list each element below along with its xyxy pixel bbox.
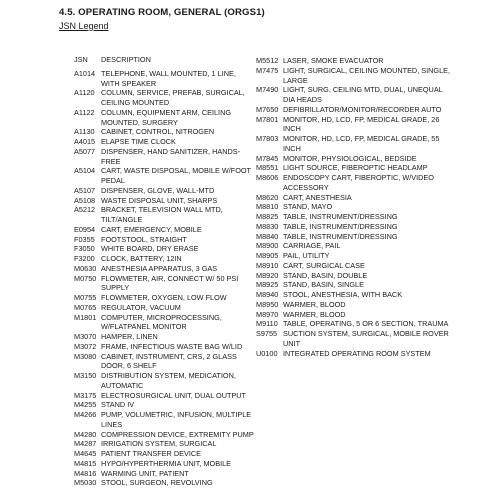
jsn-code: M8900 [256, 241, 279, 251]
table-header [74, 55, 254, 65]
jsn-code: M7801 [256, 114, 279, 124]
item-description: STAND IV [101, 400, 135, 410]
legend-row [74, 127, 254, 137]
item-description: DEFIBRILLATOR/MONITOR/RECORDER AUTO [283, 104, 442, 114]
item-description: LIGHT, SURG, CEILING MTD, DUAL, UNEQUAL DIA HEADS [283, 85, 443, 104]
item-description: COLUMN, SERVICE, PREFAB, SURGICAL, CEILING MOUNTED [101, 88, 245, 107]
jsn-code: M4255 [74, 400, 97, 410]
legend-row [74, 469, 254, 479]
legend-row [256, 105, 456, 115]
legend-row [74, 225, 254, 235]
jsn-code: M7475 [256, 65, 279, 75]
legend-row [74, 88, 254, 108]
item-description: WARMER, BLOOD [283, 309, 346, 319]
legend-row [256, 271, 456, 281]
legend-row [74, 430, 254, 440]
item-description: STAND, BASIN, DOUBLE [283, 270, 368, 280]
item-description: DISPENSER, GLOVE, WALL-MTD [101, 185, 215, 195]
item-description: BRACKET, TELEVISION WALL MTD, TILT/ANGLE [101, 205, 223, 224]
legend-row [256, 251, 456, 261]
legend-row [256, 329, 456, 349]
jsn-code: M8840 [256, 231, 279, 241]
legend-row [256, 349, 456, 359]
jsn-code: S9755 [256, 329, 278, 338]
legend-row [74, 166, 254, 186]
legend-row [74, 69, 254, 89]
item-description: CARRIAGE, PAIL [283, 241, 341, 251]
legend-row [256, 222, 456, 232]
item-description: CABINET, INSTRUMENT, CRS, 2 GLASS DOOR, 6 SHELF [101, 351, 237, 371]
legend-row [256, 56, 456, 66]
jsn-code: M8910 [256, 260, 279, 270]
jsn-code: A5107 [74, 185, 96, 195]
item-description: COLUMN, EQUIPMENT ARM, CEILING MOUNTED, SURGERY [101, 107, 232, 127]
legend-row [256, 173, 456, 193]
jsn-code: A1120 [74, 88, 95, 98]
legend-row [74, 391, 254, 401]
jsn-code: M4287 [74, 439, 97, 449]
item-description: LIGHT SOURCE, FIBEROPTIC HEADLAMP [283, 163, 428, 173]
jsn-code: M3072 [74, 341, 97, 351]
legend-row [74, 196, 254, 206]
legend-row [74, 235, 254, 245]
legend-row [256, 163, 456, 173]
jsn-code: M4266 [74, 410, 97, 419]
jsn-code: M8905 [256, 251, 279, 260]
item-description: MONITOR, PHYSIOLOGICAL, BEDSIDE [283, 153, 417, 163]
legend-row [256, 319, 456, 329]
jsn-code: F3200 [74, 254, 95, 263]
jsn-code: E0954 [74, 224, 96, 234]
legend-row [256, 115, 456, 135]
jsn-code: M8810 [256, 202, 279, 212]
item-description: FLOWMETER, AIR, CONNECT W/ 50 PSI SUPPLY [101, 273, 239, 293]
legend-row [74, 137, 254, 147]
item-description: LASER, SMOKE EVACUATOR [283, 56, 384, 65]
legend-row [74, 332, 254, 342]
jsn-code: A5108 [74, 195, 96, 205]
item-description: HAMPER, LINEN [101, 332, 158, 341]
legend-row [256, 212, 456, 222]
jsn-code: M8920 [256, 270, 279, 280]
jsn-code: M5512 [256, 56, 279, 65]
jsn-code: M3080 [74, 351, 97, 361]
legend-row [74, 371, 254, 391]
legend-row [256, 134, 456, 154]
item-description: REGULATOR, VACUUM [101, 302, 181, 312]
jsn-code: M7803 [256, 134, 279, 143]
legend-list-left [74, 69, 254, 488]
item-description: ENDOSCOPY CART, FIBEROPTIC, W/VIDEO ACCESSORY [283, 173, 434, 192]
legend-row [74, 186, 254, 196]
jsn-code: M7490 [256, 85, 279, 95]
jsn-code: A5077 [74, 146, 96, 156]
jsn-code: M8830 [256, 221, 279, 231]
item-description: CART, SURGICAL CASE [283, 260, 365, 270]
legend-row [256, 193, 456, 203]
item-description: STAND, BASIN, SINGLE [283, 280, 364, 290]
item-description: ELECTROSURGICAL UNIT, DUAL OUTPUT [101, 390, 247, 400]
item-description: PUMP, VOLUMETRIC, INFUSION, MULTIPLE LINES [101, 410, 252, 429]
item-description: COMPUTER, MICROPROCESSING, W/FLATPANEL MONITOR [101, 312, 222, 332]
jsn-code: A1130 [74, 127, 95, 137]
legend-row [256, 280, 456, 290]
jsn-code: M4645 [74, 449, 97, 458]
section-title: 4.5. OPERATING ROOM, GENERAL (ORGS1) [59, 7, 265, 18]
legend-row [74, 313, 254, 333]
item-description: INTEGRATED OPERATING ROOM SYSTEM [283, 348, 431, 358]
item-description: WHITE BOARD, DRY ERASE [101, 244, 199, 254]
item-description: IRRIGATION SYSTEM, SURGICAL [101, 439, 217, 449]
jsn-code: M1801 [74, 312, 97, 322]
jsn-code: M8950 [256, 299, 279, 309]
item-description: CABINET, CONTROL, NITROGEN [101, 127, 215, 137]
legend-row [74, 303, 254, 313]
item-description: STAND, MAYO [283, 202, 333, 212]
legend-row [74, 254, 254, 264]
legend-row [74, 108, 254, 128]
item-description: WARMER, BLOOD [283, 299, 346, 309]
legend-row [74, 352, 254, 372]
item-description: ANESTHESIA APPARATUS, 3 GAS [101, 263, 218, 273]
legend-row [74, 244, 254, 254]
item-description: PATIENT TRANSFER DEVICE [101, 449, 202, 458]
jsn-code: M8940 [256, 290, 279, 299]
legend-row [74, 400, 254, 410]
jsn-code: M0630 [74, 263, 97, 273]
jsn-code: M7650 [256, 104, 279, 114]
item-description: FOOTSTOOL, STRAIGHT [101, 234, 187, 244]
legend-row [256, 310, 456, 320]
item-description: ELAPSE TIME CLOCK [101, 137, 176, 146]
item-description: WARMING UNIT, PATIENT [101, 468, 189, 478]
legend-row [256, 66, 456, 86]
jsn-code: M8825 [256, 212, 279, 221]
item-description: FRAME, INFECTIOUS WASTE BAG W/LID [101, 341, 243, 351]
jsn-code: M8970 [256, 309, 279, 319]
item-description: DISTRIBUTION SYSTEM, MEDICATION, AUTOMATIC [101, 371, 236, 390]
legend-row [74, 274, 254, 294]
legend-row [256, 154, 456, 164]
jsn-code: A1122 [74, 107, 95, 117]
jsn-code: M8925 [256, 280, 279, 290]
jsn-code: M3175 [74, 390, 97, 400]
jsn-code: U0100 [256, 348, 278, 358]
legend-row [74, 449, 254, 459]
item-description: CART, WASTE DISPOSAL, MOBILE W/FOOT PEDAL [101, 166, 251, 185]
legend-column-left [74, 56, 254, 488]
legend-row [74, 293, 254, 303]
jsn-code: M9110 [256, 319, 278, 329]
legend-row [74, 459, 254, 469]
jsn-code: M0750 [74, 273, 97, 283]
item-description: MONITOR, HD, LCD, FP, MEDICAL GRADE, 26 INCH [283, 114, 440, 134]
item-description: TABLE, INSTRUMENT/DRESSING [283, 231, 398, 241]
item-description: FLOWMETER, OXYGEN, LOW FLOW [101, 293, 227, 302]
jsn-code: M8620 [256, 192, 279, 202]
item-description: PAIL, UTILITY [283, 251, 330, 260]
legend-row [256, 261, 456, 271]
item-description: MONITOR, HD, LCD, FP, MEDICAL GRADE, 55 INCH [283, 134, 440, 153]
legend-row [74, 264, 254, 274]
jsn-code: M8551 [256, 163, 279, 173]
item-description: CLOCK, BATTERY, 12IN [101, 254, 182, 263]
legend-row [74, 147, 254, 167]
header-description: DESCRIPTION [101, 55, 151, 64]
jsn-code: A4015 [74, 137, 96, 146]
jsn-code: M8606 [256, 173, 279, 182]
item-description: COMPRESSION DEVICE, EXTREMITY PUMP [101, 429, 254, 439]
jsn-code: M4816 [74, 468, 97, 478]
legend-row [74, 439, 254, 449]
jsn-code: A1014 [74, 68, 96, 78]
legend-row [74, 205, 254, 225]
header-jsn: JSN [74, 55, 88, 64]
item-description: HYPO/HYPERTHERMIA UNIT, MOBILE [101, 458, 232, 468]
jsn-code: M4815 [74, 458, 97, 468]
legend-row [74, 410, 254, 430]
item-description: TABLE, OPERATING, 5 OR 6 SECTION, TRAUMA [283, 319, 449, 329]
jsn-code: F3050 [74, 244, 95, 254]
jsn-code: M0755 [74, 293, 97, 302]
legend-row [256, 241, 456, 251]
legend-row [256, 300, 456, 310]
legend-row [256, 232, 456, 242]
item-description: TABLE, INSTRUMENT/DRESSING [283, 212, 398, 221]
item-description: WASTE DISPOSAL UNIT, SHARPS [101, 195, 218, 205]
item-description: TABLE, INSTRUMENT/DRESSING [283, 221, 398, 231]
legend-row [74, 342, 254, 352]
item-description: CART, ANESTHESIA [283, 192, 352, 202]
item-description: CART, EMERGENCY, MOBILE [101, 224, 202, 234]
legend-column-right [256, 56, 456, 358]
jsn-code: M5030 [74, 478, 97, 488]
jsn-code: M0765 [74, 302, 97, 312]
legend-list-right [256, 56, 456, 358]
legend-row [74, 478, 254, 488]
item-description: TELEPHONE, WALL MOUNTED, 1 LINE, WITH SPEAKER [101, 68, 236, 88]
jsn-code: F0355 [74, 234, 95, 244]
item-description: SUCTION SYSTEM, SURGICAL, MOBILE ROVER UNIT [283, 329, 449, 348]
item-description: STOOL, ANESTHESIA, WITH BACK [283, 290, 403, 299]
legend-row [256, 202, 456, 212]
jsn-code: A5104 [74, 166, 96, 176]
jsn-code: M7845 [256, 153, 279, 163]
legend-title: JSN Legend [59, 21, 109, 31]
jsn-code: M3070 [74, 332, 97, 341]
jsn-code: M3150 [74, 371, 97, 380]
jsn-code: M4280 [74, 429, 97, 439]
item-description: STOOL, SURGEON, REVOLVING [101, 478, 213, 488]
item-description: LIGHT, SURGICAL, CEILING MOUNTED, SINGLE, LARGE [283, 65, 451, 85]
legend-row [256, 85, 456, 105]
legend-row [256, 290, 456, 300]
item-description: DISPENSER, HAND SANITIZER, HANDS- FREE [101, 146, 241, 166]
jsn-code: A5212 [74, 205, 96, 215]
